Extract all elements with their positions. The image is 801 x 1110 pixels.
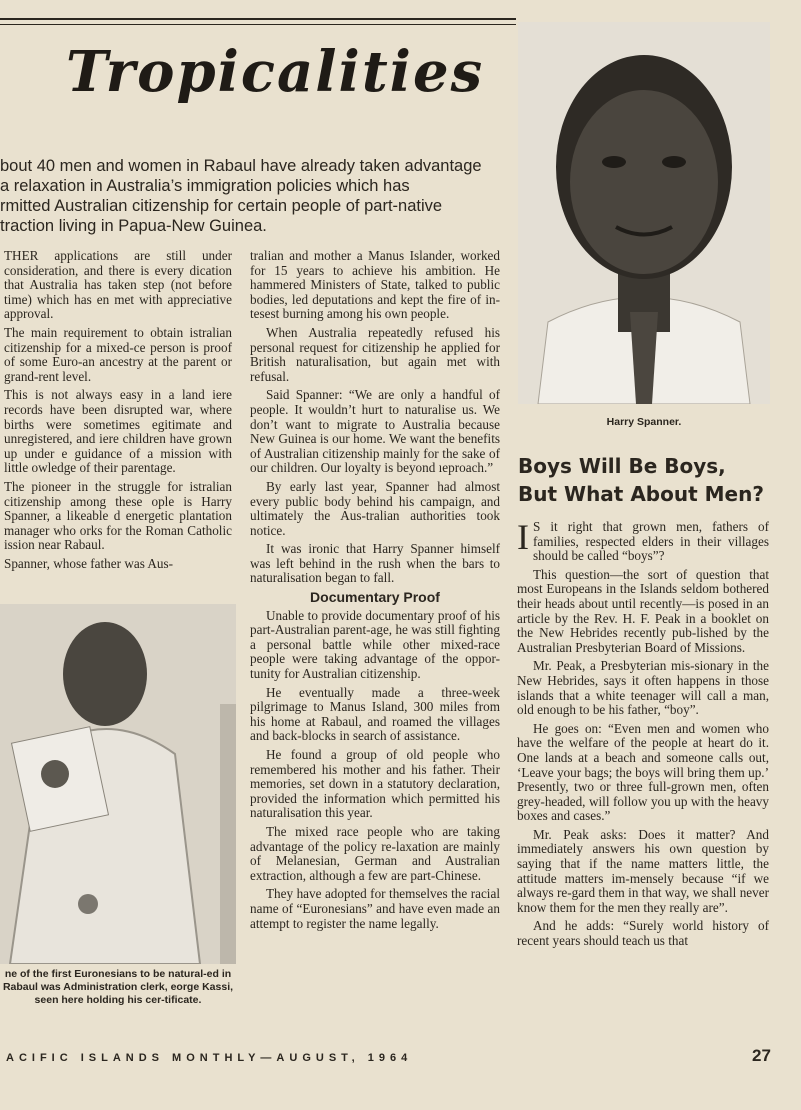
paragraph: Mr. Peak asks: Does it matter? And immediately answers his own question by saying that if the name matters little, the attitude matters im-mensely because “if we always re-gard them in that way, we shall never know them for the men they really are”. <box>517 826 769 915</box>
paragraph: The pioneer in the struggle for istralian citizenship among these ople is Harry Spanner, a likeable d energetic plantation manager who orks for the Roman Catholic ission near Rabaul. <box>4 478 232 553</box>
lede-line: rmitted Australian citizenship for certain people of part-native <box>0 197 443 215</box>
section-subhead: Documentary Proof <box>310 589 440 606</box>
article-column-2 <box>250 249 500 935</box>
photo-harry-spanner <box>518 22 770 404</box>
article-title: Tropicalities <box>66 39 485 105</box>
paragraph: Unable to provide documentary proof of his part-Australian parent-age, he was still fighting a personal battle while other mixed-race people were taking advantage of the oppor-tunity for Australian citizenship. <box>250 607 500 682</box>
top-rule-thin <box>0 24 516 25</box>
lede-line: traction living in Papua-New Guinea. <box>0 217 267 235</box>
paragraph: The main requirement to obtain istralian citizenship for a mixed-ce person is proof of some Euro-an ancestry at the parent or grand-rent level. <box>4 324 232 384</box>
paragraph: When Australia repeatedly refused his personal request for citizenship he applied for British naturalisation, but again met with refusal. <box>250 324 500 384</box>
sidebar-headline <box>518 452 788 508</box>
sidebar-column <box>517 517 769 953</box>
paragraph: And he adds: “Surely world history of recent years should teach us that <box>517 918 769 949</box>
photo-illustration <box>0 604 236 964</box>
page-footer <box>0 1046 801 1070</box>
article-lede <box>0 156 510 236</box>
paragraph: They have adopted for themselves the racial name of “Euronesians” and have even made an attempt to register the name legally. <box>250 886 500 931</box>
paragraph: He goes on: “Even men and women who have the welfare of the people at heart do it. One lands at a beach and someone calls out, ‘Leave your bags; the boys will bring them up.’ Presently, two or three full-grown men, often grey-headed, will follow you up with the heavy boxes and cases.” <box>517 720 769 824</box>
paragraph <box>517 517 769 564</box>
paragraph: By early last year, Spanner had almost every public body behind his campaign, and ultimately the Aus-tralian authorities took notice. <box>250 478 500 538</box>
paragraph: It was ironic that Harry Spanner himself was left behind in the rush when the bars to naturalisation began to fall. <box>250 541 500 586</box>
paragraph: He found a group of old people who remembered his mother and his father. Their memories, set down in a statutory declaration, provided the information which permitted his naturalisation this year. <box>250 747 500 821</box>
drop-cap: I <box>517 517 529 557</box>
headline-line: Boys Will Be Boys, <box>518 454 726 478</box>
page-number: 27 <box>752 1046 771 1065</box>
paragraph: Spanner, whose father was Aus- <box>4 555 174 571</box>
paragraph-text: S it right that grown men, fathers of families, respected elders in their villages should be called “boys”? <box>533 519 769 564</box>
photo-caption-2: Harry Spanner. <box>606 416 682 428</box>
paragraph: The mixed race people who are taking advantage of the policy re-laxation are mainly of Melanesian, German and Australian extraction, although a few are part-Chinese. <box>250 823 500 883</box>
paragraph: Said Spanner: “We are only a handful of people. It wouldn’t hurt to naturalise us. We don’t want to migrate to Australia because New Guinea is our home. We want the benefits of Australian citizenship mainly for the sake of our children. Our loyalty is beyond ıeproach.” <box>250 387 500 476</box>
paragraph: This question—the sort of question that most Europeans in the Islands seldom bothered their heads about until recently—is posed in an article by the Rev. H. F. Peak in a booklet on the New Hebrides recently pub-lished by the Australian Presbyterian Board of Missions. <box>517 566 769 655</box>
lede-line: a relaxation in Australia’s immigration policies which has <box>0 177 410 195</box>
portrait-illustration <box>518 22 770 404</box>
paragraph: tralian and mother a Manus Islander, worked for 15 years to achieve his ambition. He hammered Ministers of State, talked to public bodies, led deputations and kept the fire of in-tesest burning among his own people. <box>250 248 500 322</box>
photo-george-kassi <box>0 604 236 964</box>
headline-line: But What About Men? <box>518 482 764 506</box>
paragraph: Mr. Peak, a Presbyterian mis-sionary in the New Hebrides, says it often happens in those islands that a white teenager will call a man, old enough to be his father, “boy”. <box>517 658 769 718</box>
paragraph: He eventually made a three-week pilgrimage to Manus Island, 300 miles from his home at Rabaul, and roamed the villages and back-blocks in search of assistance. <box>250 684 500 744</box>
publication-name: ACIFIC ISLANDS MONTHLY—AUGUST, 1964 <box>6 1052 413 1064</box>
paragraph: This is not always easy in a land iere records have been disrupted war, where births were sometimes egitimate and unregistered, and iere children have grown up under e guidance of a mission with little owledge of their parentage. <box>4 387 232 476</box>
photo-caption-1: ne of the first Euronesians to be natural-ed in Rabaul was Administration clerk, eorge Kassi, seen here holding his cer-tificate. <box>2 968 234 1006</box>
top-rule <box>0 18 516 20</box>
paragraph: THER applications are still under consideration, and there is every dication that Australia has taken step (not before time) which has en met with appreciative approval. <box>4 248 232 322</box>
lede-line: bout 40 men and women in Rabaul have already taken advantage <box>0 157 482 175</box>
article-column-1 <box>4 249 232 575</box>
